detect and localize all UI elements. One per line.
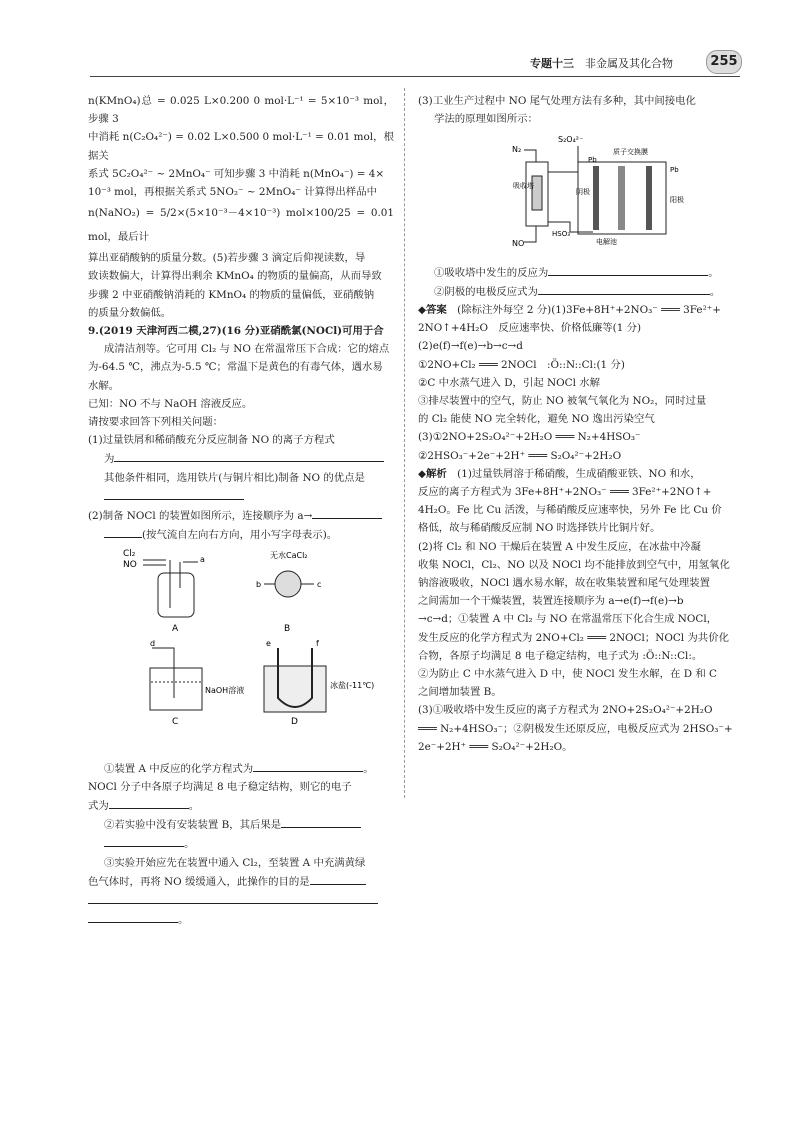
question-9-title: 9.(2019 天津河西二模,27)(16 分)亚硝酰氯(NOCl)可用于合 (88, 325, 384, 338)
answer-blank[interactable] (104, 487, 244, 500)
text-line: 2e⁻+2H⁺ ═══ S₂O₄²⁻+2H₂O。 (418, 740, 573, 753)
chapter-title: 非金属及其化合物 (585, 57, 673, 70)
answer-blank[interactable] (253, 759, 363, 772)
label-no: NO (123, 560, 137, 571)
left-column (88, 92, 394, 930)
text-line: ①2NO+Cl₂ ═══ 2NOCl :Ö::N::Cl:(1 分) (418, 358, 625, 371)
label-naoh: NaOH溶液 (205, 686, 245, 696)
text-line: 之间增加装置 B。 (418, 686, 502, 699)
apparatus-d (264, 639, 374, 727)
text-span: (1)过量铁屑溶于稀硝酸，生成硝酸亚铁、NO 和水， (457, 467, 701, 480)
label-membrane: 质子交换膜 (613, 148, 648, 157)
label-d: D (291, 717, 298, 728)
label-a: A (172, 624, 179, 635)
text-line: (3)①吸收塔中发生反应的离子方程式为 2NO+2S₂O₄²⁻+2H₂O (418, 704, 713, 717)
port-e: e (266, 639, 271, 649)
port-b: b (256, 580, 262, 590)
page-header (0, 50, 800, 74)
answer-line (88, 449, 394, 468)
port-d: d (150, 639, 156, 649)
text-line: (3)①2NO+2S₂O₄²⁻+2H₂O ═══ N₂+4HSO₃⁻ (418, 431, 641, 444)
answer-line: 。 (88, 910, 394, 929)
answer-blank[interactable] (109, 796, 189, 809)
answer-icon: ◆ (418, 304, 426, 317)
answer-line (88, 506, 394, 525)
text-line: 的 Cl₂ 能使 NO 完全转化，避免 NO 逸出污染空气 (418, 413, 655, 426)
text-line: NOCl 分子中各原子均满足 8 电子稳定结构，则它的电子 (88, 780, 352, 793)
label-absorber: 吸收塔 (513, 182, 534, 191)
text-line: 致读数偏大，计算得出剩余 KMnO₄ 的物质的量偏高，从而导致 (88, 270, 382, 283)
text-line: 成清洁剂等。它可用 Cl₂ 与 NO 在常温常压下合成：它的熔点 (104, 343, 390, 356)
label-n2: N₂ (512, 145, 522, 155)
text-line: ②为防止 C 中水蒸气进入 D 中，使 NOCl 发生水解，在 D 和 C (418, 668, 717, 681)
text-line: ③实验开始应先在装置中通入 Cl₂，至装置 A 中充满黄绿 (104, 856, 366, 869)
text-line: 步骤 2 中亚硝酸钠消耗的 KMnO₄ 的物质的量偏低，亚硝酸钠 (88, 288, 375, 301)
answer-line (88, 815, 394, 834)
answer-line (88, 487, 394, 506)
column-divider (404, 88, 405, 798)
text-line: 已知：NO 不与 NaOH 溶液反应。 (88, 397, 253, 410)
answer-line (418, 301, 740, 319)
answer-line: 式为 。 (88, 796, 394, 815)
answer-line: 。 (88, 834, 394, 853)
text-line: 的质量分数偏低。 (88, 306, 172, 319)
label-ice-salt: 冰盐(-11℃) (330, 681, 375, 691)
label-hso3: HSO₃⁻ (552, 230, 574, 239)
label-cacl2: 无水CaCl₂ (270, 551, 308, 561)
text-span: (按气流自左向右方向，用小写字母表示)。 (142, 529, 338, 542)
text-line: 合物，各原子均满足 8 电子稳定结构，电子式为 :Ö::N::Cl:。 (418, 649, 703, 662)
label-s2o4: S₂O₄²⁻ (558, 135, 584, 145)
text-span: ①装置 A 中反应的化学方程式为 (104, 762, 254, 775)
text-line: ②2HSO₃⁻+2e⁻+2H⁺ ═══ S₂O₄²⁻+2H₂O (418, 449, 622, 462)
text-line: 中消耗 n(C₂O₄²⁻) = 0.02 L×0.500 0 mol·L⁻¹ = 0.01 mol，根据关 (88, 131, 394, 162)
apparatus-b (256, 550, 321, 634)
label-b: B (284, 624, 291, 635)
header-rule (90, 76, 740, 77)
answer-blank[interactable] (104, 525, 142, 538)
text-line: ③排尽装置中的空气，防止 NO 被氧气氧化为 NO₂，同时过量 (418, 395, 707, 408)
label-cell: 电解池 (596, 238, 617, 247)
text-line: 4H₂O。Fe 比 Cu 活泼，与稀硝酸反应速率快，另外 Fe 比 Cu 价 (418, 504, 722, 517)
answer-tag: 答案 (426, 304, 447, 317)
text-line: (2)将 Cl₂ 和 NO 干燥后在装置 A 中发生反应，在冰盐中冷凝 (418, 540, 701, 553)
text-line: n(NaNO₂) = 5/2×(5×10⁻³－4×10⁻³) mol×100/25 = 0.01 mol，最后计 (88, 207, 394, 244)
label-cl2: Cl₂ (123, 549, 136, 560)
answer-line (88, 891, 394, 910)
answer-line (88, 872, 394, 891)
text-line: ②C 中水蒸气进入 D，引起 NOCl 水解 (418, 376, 600, 389)
answer-line: ②阴极的电极反应式为 。 (418, 282, 740, 301)
text-line: 为-64.5 ℃，沸点为-5.5 ℃；常温下是黄色的有毒气体，遇水易 (88, 361, 383, 374)
answer-blank[interactable] (310, 872, 366, 885)
text-line: 请按要求回答下列相关问题： (88, 416, 224, 429)
text-line: 格低，故与稀硝酸反应制 NO 时选择铁片比铜片好。 (418, 522, 661, 535)
label-cathode: 阴极 (576, 188, 590, 197)
explain-icon: ◆ (418, 467, 426, 480)
explain-tag: 解析 (426, 467, 447, 480)
topic-label: 专题十三 (530, 57, 574, 70)
label-c: C (172, 717, 179, 728)
answer-blank[interactable] (88, 891, 378, 904)
text-span: ②阴极的电极反应式为 (434, 285, 538, 298)
text-line: (1)过量铁屑和稀硝酸充分反应制备 NO 的离子方程式 (88, 434, 335, 447)
label-no: NO (512, 239, 525, 249)
answer-line: ①装置 A 中反应的化学方程式为 。 (88, 759, 394, 778)
port-a: a (200, 555, 205, 565)
label-pb-left: Pb (588, 156, 597, 165)
port-c: c (317, 580, 322, 590)
text-span: ②若实验中没有安装装置 B，其后果是 (104, 819, 282, 832)
text-line: 其他条件相同，选用铁片(与铜片相比)制备 NO 的优点是 (104, 471, 365, 484)
text-line: →c→d；①装置 A 中 Cl₂ 与 NO 在常温常压下化合生成 NOCl， (418, 613, 718, 626)
text-line: 发生反应的化学方程式为 2NO+Cl₂ ═══ 2NOCl；NOCl 为共价化 (418, 631, 729, 644)
text-line: 系式 5C₂O₄²⁻ ~ 2MnO₄⁻ 可知步骤 3 中消耗 n(MnO₄⁻) = 4× (88, 167, 385, 180)
port-f: f (316, 639, 319, 649)
text-line: 水解。 (88, 379, 120, 392)
text-span: 为 (104, 453, 115, 466)
text-span: 色气体时，再将 NO 缓缓通入，此操作的目的是 (88, 875, 310, 888)
text-span: ①吸收塔中发生的反应为 (434, 266, 549, 279)
right-column (418, 92, 740, 756)
text-line: (3)工业生产过程中 NO 尾气处理方法有多种，其中间接电化 (418, 95, 696, 107)
answer-blank[interactable] (88, 910, 178, 923)
text-line: 钠溶液吸收，NOCl 遇水易水解，故在收集装置和尾气处理装置 (418, 577, 710, 590)
answer-blank[interactable] (548, 263, 708, 276)
answer-blank[interactable] (312, 506, 382, 519)
text-line: ═══ N₂+4HSO₃⁻；②阴极发生还原反应，电极反应式为 2HSO₃⁻+ (418, 722, 733, 735)
text-line: 收集 NOCl，Cl₂、NO 以及 NOCl 均不能排放到空气中，用氢氧化 (418, 558, 730, 571)
text-line: 10⁻³ mol，再根据关系式 5NO₂⁻ ~ 2MnO₄⁻ 计算得出样品中 (88, 186, 377, 199)
answer-line (88, 525, 394, 544)
text-line: 学法的原理如图所示： (434, 113, 538, 126)
answer-line (418, 465, 740, 483)
answer-line: ①吸收塔中发生的反应为 。 (418, 263, 740, 282)
text-line: n(KMnO₄)总 = 0.025 L×0.200 0 mol·L⁻¹ = 5×10⁻³ mol，步骤 3 (88, 95, 394, 126)
answer-blank[interactable] (281, 815, 361, 828)
answer-blank[interactable] (114, 449, 384, 462)
electrolysis-figure (418, 132, 740, 258)
text-span: 式为 (88, 800, 109, 813)
text-line: 反应的离子方程式为 3Fe+8H⁺+2NO₃⁻ ═══ 3Fe²⁺+2NO↑+ (418, 486, 712, 499)
page-number: 255 (706, 50, 742, 74)
label-anode: 阳极 (670, 196, 684, 205)
answer-blank[interactable] (104, 834, 184, 847)
text-line: 2NO↑+4H₂O 反应速率快、价格低廉等(1 分) (418, 322, 642, 335)
apparatus-a (123, 549, 205, 634)
apparatus-c (150, 639, 244, 727)
text-span: (2)制备 NOCl 的装置如图所示，连接顺序为 a→ (88, 510, 313, 523)
text-line: 算出亚硝酸钠的质量分数。(5)若步骤 3 滴定后仰视读数，导 (88, 252, 366, 265)
text-span: (除标注外每空 2 分)(1)3Fe+8H⁺+2NO₃⁻ ═══ 3Fe²⁺+ (457, 304, 721, 317)
answer-blank[interactable] (538, 282, 710, 295)
text-line: (2)e(f)→f(e)→b→c→d (418, 340, 523, 353)
text-line: 之间需加一个干燥装置，装置连接顺序为 a→e(f)→f(e)→b (418, 595, 684, 608)
apparatus-figure (88, 548, 394, 754)
label-pb-right: Pb (670, 166, 679, 175)
